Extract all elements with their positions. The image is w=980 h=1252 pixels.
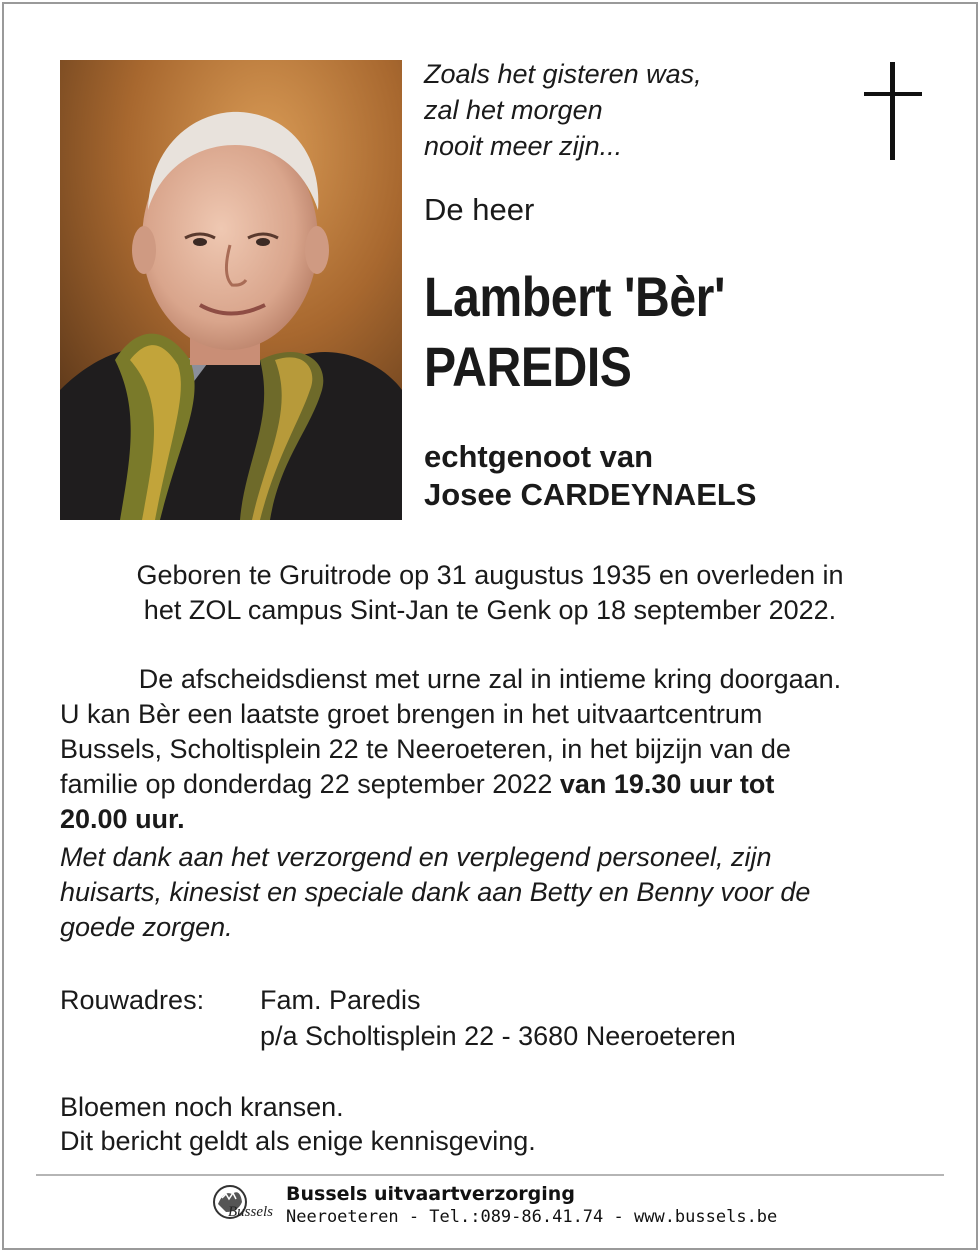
birth-death-info [60, 558, 920, 628]
portrait-illustration [60, 60, 402, 520]
birth-line: Geboren te Gruitrode op 31 augustus 1935 en overleden in [136, 560, 844, 590]
deceased-name [424, 262, 725, 402]
deceased-last-name: PAREDIS [424, 335, 632, 398]
address-label: Rouwadres: [60, 985, 205, 1015]
closing-line: Bloemen noch kransen. [60, 1092, 344, 1122]
thanks-line: Met dank aan het verzorgend en verplegend personeel, zijn [60, 842, 772, 872]
closing-notes [60, 1090, 536, 1158]
logo-lettering: Bussels [228, 1204, 273, 1220]
spouse-relation: echtgenoot van [424, 439, 654, 474]
bussels-logo [204, 1182, 278, 1228]
poem-line: Zoals het gisteren was, [424, 59, 702, 89]
spouse-info [424, 438, 756, 514]
footer [286, 1182, 777, 1228]
honorific: De heer [424, 192, 535, 227]
service-time-end: 20.00 uur. [60, 804, 185, 834]
service-line: De afscheidsdienst met urne zal in intieme kring doorgaan. [138, 664, 842, 694]
address-name: Fam. Paredis [260, 985, 421, 1015]
death-line: het ZOL campus Sint-Jan te Genk op 18 september 2022. [143, 595, 837, 625]
spouse-name: Josee CARDEYNAELS [424, 477, 757, 512]
thanks-note [60, 840, 930, 945]
service-time: van 19.30 uur tot [559, 769, 775, 799]
deceased-first-name: Lambert 'Bèr' [424, 265, 726, 328]
portrait-photo [60, 60, 402, 520]
service-date: familie op donderdag 22 september 2022 [60, 769, 560, 799]
service-line [60, 802, 920, 837]
closing-line: Dit bericht geldt als enige kennisgeving. [60, 1126, 536, 1156]
service-info [60, 662, 920, 837]
company-contact: Neeroeteren - Tel.:089-86.41.74 - www.bussels.be [286, 1207, 778, 1227]
poem [424, 56, 702, 164]
thanks-line: goede zorgen. [60, 912, 233, 942]
address-street: p/a Scholtisplein 22 - 3680 Neeroeteren [260, 1021, 736, 1051]
poem-line: nooit meer zijn... [424, 131, 623, 161]
poem-line: zal het morgen [424, 95, 603, 125]
service-line [60, 767, 920, 802]
thanks-line: huisarts, kinesist en speciale dank aan Betty en Benny voor de [60, 877, 811, 907]
company-name: Bussels uitvaartverzorging [286, 1183, 575, 1205]
footer-divider [36, 1174, 944, 1176]
service-line: Bussels, Scholtisplein 22 te Neeroeteren, in het bijzijn van de [60, 734, 791, 764]
service-line: U kan Bèr een laatste groet brengen in het uitvaartcentrum [60, 699, 763, 729]
cross-icon [864, 62, 922, 160]
